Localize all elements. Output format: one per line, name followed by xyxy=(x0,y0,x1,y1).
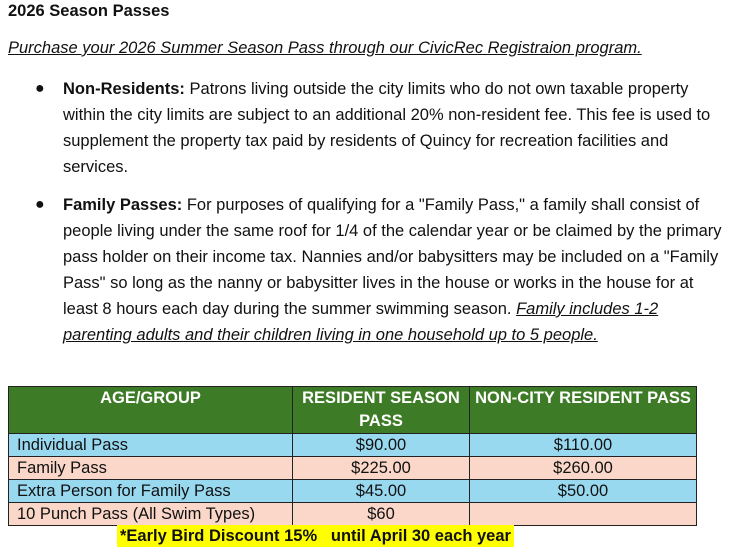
bullet-dot-icon: ● xyxy=(35,80,45,97)
cell-nonresident-price: $50.00 xyxy=(470,480,697,503)
bullet-text: For purposes of qualifying for a "Family Pass," a family shall consist of people living under the same roof for 1/4 of the calendar year or be claimed by the primary pass holder on their income tax. Nannies and/or babysitters may be included on a "Family Pass" so long as the nanny or babysitter lives in the house or works in the house for at least 8 hours each day during the summer swimming season. xyxy=(63,196,722,318)
header-nonresident-pass: NON-CITY RESIDENT PASS xyxy=(470,387,697,434)
cell-resident-price: $60 xyxy=(293,503,470,526)
cell-group: Family Pass xyxy=(9,457,293,480)
bullet-underlined-text: Family includes 1-2 parenting adults and their children living in one household up to 5 people. xyxy=(63,300,659,344)
cell-nonresident-price: $260.00 xyxy=(470,457,697,480)
early-bird-discount: *Early Bird Discount 15% until April 30 each year xyxy=(117,525,514,547)
table-row xyxy=(9,434,697,457)
pass-pricing-table xyxy=(8,386,697,526)
cell-group: 10 Punch Pass (All Swim Types) xyxy=(9,503,293,526)
cell-nonresident-price: $110.00 xyxy=(470,434,697,457)
cell-resident-price: $225.00 xyxy=(293,457,470,480)
page-title: 2026 Season Passes xyxy=(8,2,170,20)
table-row xyxy=(9,503,697,526)
bullet-family-passes xyxy=(35,192,728,348)
table-row xyxy=(9,457,697,480)
bullet-lead: Non-Residents: xyxy=(63,80,185,98)
header-resident-pass: RESIDENT SEASON PASS xyxy=(293,387,470,434)
intro-text: Purchase your 2026 Summer Season Pass through our CivicRec Registraion program. xyxy=(8,39,642,57)
header-age-group: AGE/GROUP xyxy=(9,387,293,434)
table-row xyxy=(9,480,697,503)
bullet-lead: Family Passes: xyxy=(63,196,183,214)
bullet-non-residents xyxy=(35,76,728,180)
cell-nonresident-price xyxy=(470,503,697,526)
cell-resident-price: $90.00 xyxy=(293,434,470,457)
bullet-text: Patrons living outside the city limits who do not own taxable property within the city limits are subject to an additional 20% non-resident fee. This fee is used to supplement the property tax paid by residents of Quincy for recreation facilities and services. xyxy=(63,80,711,176)
bullet-dot-icon: ● xyxy=(35,196,45,213)
cell-resident-price: $45.00 xyxy=(293,480,470,503)
cell-group: Individual Pass xyxy=(9,434,293,457)
cell-group: Extra Person for Family Pass xyxy=(9,480,293,503)
table-header-row xyxy=(9,387,697,434)
